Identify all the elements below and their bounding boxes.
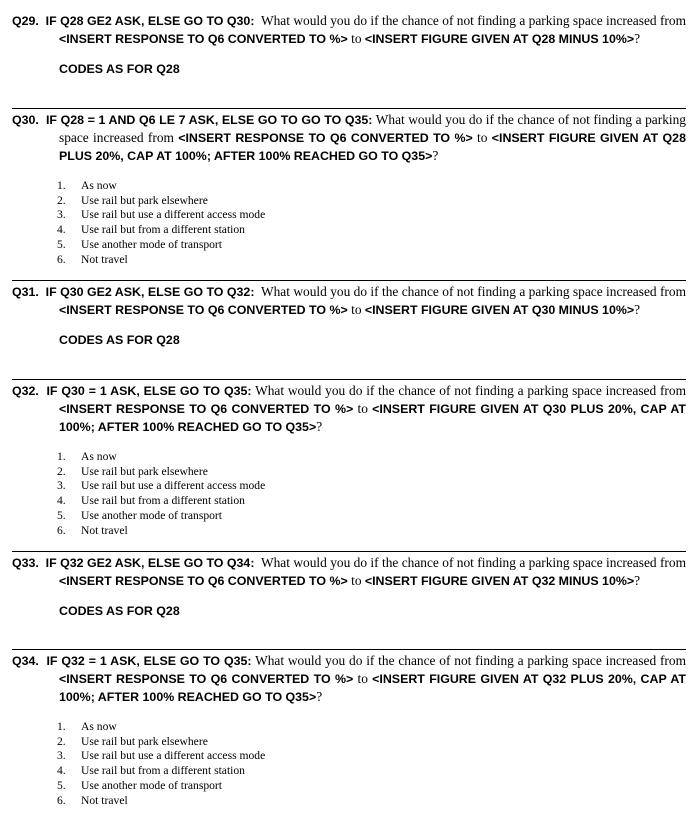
question-body: What would you do if the chance of not finding a parking space increased from [59,112,686,145]
codes-reference: CODES AS FOR Q28 [59,62,180,76]
response-option [57,494,686,509]
option-number: 3. [57,479,66,493]
response-option [57,509,686,524]
question-q29 [12,12,686,77]
question-end: ? [634,573,641,588]
question-body: What would you do if the chance of not finding a parking space increased from [260,284,686,299]
codes-reference: CODES AS FOR Q28 [59,333,180,347]
question-text [12,554,686,590]
response-option [57,179,686,194]
response-option [57,764,686,779]
question-text [12,12,686,48]
insert-instruction: <INSERT FIGURE GIVEN AT Q28 PLUS 20%, CAP AT 100%; AFTER 100% REACHED GO TO Q35> [59,131,686,163]
response-option [57,208,686,223]
question-q33 [12,554,686,619]
section-divider [12,649,686,650]
question-number: Q32. [12,384,39,398]
response-option [57,223,686,238]
question-end: ? [634,302,641,317]
option-label: Use rail but use a different access mode [81,479,266,493]
option-label: Not travel [81,793,128,807]
option-number: 2. [57,734,66,748]
insert-instruction: <INSERT RESPONSE TO Q6 CONVERTED TO %> [178,131,473,145]
question-number: Q33. [12,556,39,570]
option-number: 2. [57,464,66,478]
insert-instruction: <INSERT FIGURE GIVEN AT Q30 PLUS 20%, CAP AT 100%; AFTER 100% REACHED GO TO Q35> [59,402,686,434]
question-connector: to [357,401,368,416]
option-number: 3. [57,208,66,222]
question-connector: to [357,671,368,686]
question-body: What would you do if the chance of not finding a parking space increased from [255,653,686,668]
question-text [12,382,686,436]
section-divider [12,108,686,109]
section-divider [12,379,686,380]
routing-condition: IF Q32 GE2 ASK, ELSE GO TO Q34: [45,556,255,570]
question-body: What would you do if the chance of not finding a parking space increased from [260,555,686,570]
option-number: 5. [57,508,66,522]
question-end: ? [316,689,323,704]
question-number: Q34. [12,654,39,668]
insert-instruction: <INSERT RESPONSE TO Q6 CONVERTED TO %> [59,574,348,588]
option-number: 5. [57,778,66,792]
response-option [57,779,686,794]
insert-instruction: <INSERT RESPONSE TO Q6 CONVERTED TO %> [59,672,354,686]
insert-instruction: <INSERT FIGURE GIVEN AT Q32 MINUS 10%> [364,574,635,588]
response-options [57,720,686,808]
response-option [57,450,686,465]
option-label: Use rail but from a different station [81,494,245,508]
section-divider [12,280,686,281]
routing-condition: IF Q32 = 1 ASK, ELSE GO TO Q35: [46,654,252,668]
routing-condition: IF Q28 GE2 ASK, ELSE GO TO Q30: [45,14,255,28]
question-body: What would you do if the chance of not finding a parking space increased from [260,13,686,28]
response-option [57,253,686,268]
option-number: 6. [57,523,66,537]
option-label: Use rail but park elsewhere [81,734,208,748]
response-option [57,720,686,735]
section-divider [12,551,686,552]
option-label: Use rail but from a different station [81,764,245,778]
routing-condition: IF Q30 GE2 ASK, ELSE GO TO Q32: [45,285,255,299]
question-connector: to [351,302,362,317]
response-option [57,238,686,253]
option-label: Use rail but park elsewhere [81,193,208,207]
insert-instruction: <INSERT FIGURE GIVEN AT Q28 MINUS 10%> [364,32,635,46]
option-label: As now [81,179,117,192]
option-label: Not travel [81,252,128,266]
response-options [57,450,686,538]
option-number: 2. [57,193,66,207]
question-q32 [12,382,686,538]
response-option [57,749,686,764]
routing-condition: IF Q30 = 1 ASK, ELSE GO TO Q35: [46,384,252,398]
option-number: 1. [57,450,66,463]
question-text [12,283,686,319]
question-text [12,111,686,165]
question-end: ? [432,148,439,163]
question-number: Q31. [12,285,39,299]
response-options [57,179,686,267]
question-text [12,652,686,706]
question-connector: to [477,130,488,145]
option-label: Use rail but use a different access mode [81,749,266,763]
option-label: Use rail but from a different station [81,223,245,237]
routing-condition: IF Q28 = 1 AND Q6 LE 7 ASK, ELSE GO TO GO TO Q35: [45,113,373,127]
option-label: Use another mode of transport [81,778,223,792]
option-number: 6. [57,793,66,807]
option-label: Use rail but park elsewhere [81,464,208,478]
option-label: As now [81,450,117,463]
response-option [57,735,686,750]
option-number: 5. [57,237,66,251]
option-number: 1. [57,179,66,192]
option-label: Not travel [81,523,128,537]
option-number: 4. [57,764,66,778]
option-label: Use another mode of transport [81,237,223,251]
response-option [57,524,686,539]
question-connector: to [351,573,362,588]
insert-instruction: <INSERT FIGURE GIVEN AT Q30 MINUS 10%> [364,303,635,317]
question-q31 [12,283,686,348]
option-number: 6. [57,252,66,266]
question-end: ? [316,419,323,434]
response-option [57,794,686,809]
response-option [57,479,686,494]
insert-instruction: <INSERT RESPONSE TO Q6 CONVERTED TO %> [59,303,348,317]
option-number: 1. [57,720,66,733]
option-label: As now [81,720,117,733]
question-connector: to [351,31,362,46]
question-q34 [12,652,686,808]
question-body: What would you do if the chance of not finding a parking space increased from [255,383,686,398]
question-q30 [12,111,686,267]
option-number: 4. [57,494,66,508]
codes-reference: CODES AS FOR Q28 [59,604,180,618]
question-end: ? [634,31,641,46]
option-number: 4. [57,223,66,237]
response-option [57,194,686,209]
response-option [57,465,686,480]
insert-instruction: <INSERT RESPONSE TO Q6 CONVERTED TO %> [59,32,348,46]
option-label: Use rail but use a different access mode [81,208,266,222]
question-number: Q29. [12,14,39,28]
question-number: Q30. [12,113,39,127]
insert-instruction: <INSERT RESPONSE TO Q6 CONVERTED TO %> [59,402,354,416]
option-number: 3. [57,749,66,763]
insert-instruction: <INSERT FIGURE GIVEN AT Q32 PLUS 20%, CAP AT 100%; AFTER 100% REACHED GO TO Q35> [59,672,686,704]
option-label: Use another mode of transport [81,508,223,522]
